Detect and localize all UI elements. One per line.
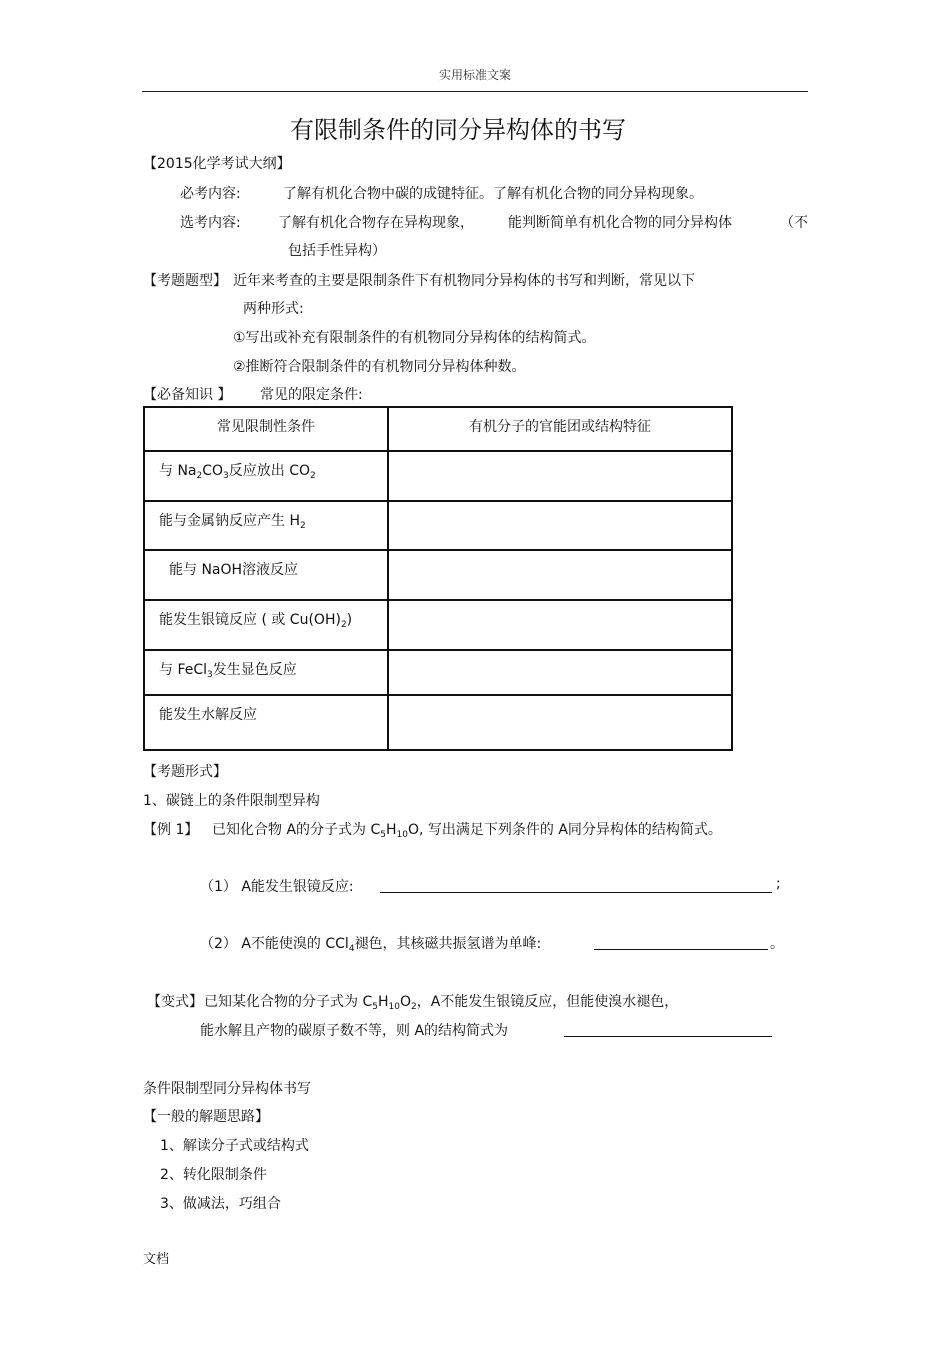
- variant-label: 【变式】: [147, 994, 203, 1010]
- method-step: 2、转化限制条件: [160, 1167, 267, 1183]
- question-1: （1） A能发生银镜反应:: [200, 879, 354, 895]
- question-types-line1: 近年来考查的主要是限制条件下有机物同分异构体的书写和判断，常见以下: [233, 273, 695, 289]
- feature-cell[interactable]: [388, 600, 732, 650]
- question-2: （2） A不能使溴的 CCl$_4$褪色，其核磁共振氢谱为单峰:: [200, 936, 542, 954]
- condition-cell: 与 FeCl$_3$发生显色反应: [144, 650, 388, 695]
- question-types-item1: ①写出或补充有限制条件的有机物同分异构体的结构简式。: [233, 330, 596, 346]
- optional-text-d: 包括手性异构）: [288, 243, 386, 259]
- page-title: 有限制条件的同分异构体的书写: [290, 116, 626, 144]
- feature-cell[interactable]: [388, 650, 732, 695]
- method-title: 条件限制型同分异构体书写: [143, 1081, 311, 1097]
- question-types-line2: 两种形式:: [243, 301, 304, 317]
- answer-blank-2[interactable]: [594, 933, 768, 950]
- feature-cell[interactable]: [388, 550, 732, 600]
- answer-blank-1[interactable]: [380, 876, 772, 893]
- knowledge-sub: 常见的限定条件:: [260, 387, 363, 403]
- optional-label: 选考内容:: [180, 215, 241, 231]
- optional-text-a: 了解有机化合物存在异构现象，: [278, 215, 474, 231]
- variant-text: 已知某化合物的分子式为 $C_5H_{10}O_2$，A不能发生银镜反应，但能使溴水褪色，: [204, 994, 679, 1012]
- table-row: [144, 550, 732, 600]
- table-row: [144, 600, 732, 650]
- feature-cell[interactable]: [388, 695, 732, 750]
- example-label: 【例 1】: [143, 822, 199, 838]
- table-row: [144, 501, 732, 550]
- question-1-end: ;: [776, 876, 781, 892]
- section1-title: 1、碳链上的条件限制型异构: [143, 793, 320, 809]
- page-footer: 文档: [143, 1252, 170, 1267]
- condition-cell: 能发生银镜反应 ( 或 $Cu(OH)_2$): [144, 600, 388, 650]
- question-types-heading: 【考题题型】: [143, 273, 227, 289]
- answer-blank-3[interactable]: [564, 1020, 772, 1037]
- question-2-end: 。: [770, 936, 784, 952]
- condition-cell: 能发生水解反应: [144, 695, 388, 750]
- feature-cell[interactable]: [388, 501, 732, 550]
- table-header-row: [144, 407, 732, 451]
- method-heading: 【一般的解题思路】: [143, 1109, 269, 1125]
- conditions-table: [143, 406, 733, 751]
- syllabus-heading: 【2015化学考试大纲】: [143, 156, 291, 172]
- header-rule: [142, 91, 808, 92]
- condition-cell: 能与 NaOH溶液反应: [144, 550, 388, 600]
- table-header-condition: 常见限制性条件: [144, 407, 388, 451]
- required-label: 必考内容:: [180, 186, 241, 202]
- required-text: 了解有机化合物中碳的成键特征。了解有机化合物的同分异构现象。: [283, 186, 703, 202]
- question-types-item2: ②推断符合限制条件的有机物同分异构体种数。: [233, 359, 526, 375]
- page-header: 实用标准文案: [438, 68, 511, 82]
- example-text: 已知化合物 A的分子式为 $C_5H_{10}O$, 写出满足下列条件的 A同分异构体的结构简式。: [212, 822, 722, 840]
- variant-line2: 能水解且产物的碳原子数不等，则 A的结构简式为: [200, 1023, 509, 1039]
- method-step: 3、做减法，巧组合: [160, 1196, 281, 1212]
- table-header-feature: 有机分子的官能团或结构特征: [388, 407, 732, 451]
- knowledge-heading: 【必备知识 】: [143, 387, 232, 403]
- condition-cell: 能与金属钠反应产生 $H_2$: [144, 501, 388, 550]
- exam-form-heading: 【考题形式】: [143, 764, 227, 780]
- table-row: [144, 451, 732, 501]
- method-step: 1、解读分子式或结构式: [160, 1138, 309, 1154]
- condition-cell: 与 $Na_2CO_3$反应放出 $CO_2$: [144, 451, 388, 501]
- optional-text-c: （不: [780, 215, 808, 231]
- table-row: [144, 650, 732, 695]
- feature-cell[interactable]: [388, 451, 732, 501]
- optional-text-b: 能判断简单有机化合物的同分异构体: [508, 215, 732, 231]
- table-row: [144, 695, 732, 750]
